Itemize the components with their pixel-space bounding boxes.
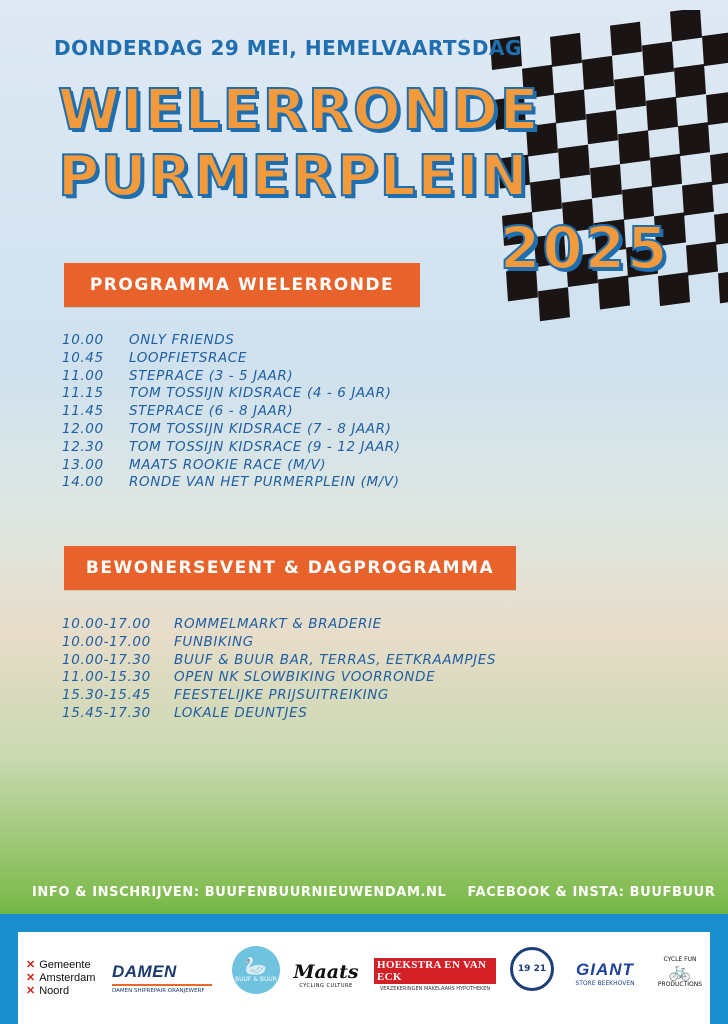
title-line-1: WIELERRONDE [58, 78, 541, 143]
maats-name: Maats [293, 961, 359, 983]
program-row [62, 634, 496, 652]
flag-square [674, 64, 706, 98]
flag-square [718, 269, 728, 303]
program-row [62, 457, 401, 475]
program-event: RONDE VAN HET PURMERPLEIN (M/V) [129, 474, 400, 491]
maats-logo [294, 955, 358, 995]
program-event: ONLY FRIENDS [129, 332, 235, 348]
buuf-name: BUUF & BUUR [235, 975, 277, 983]
program-event: BUUF & BUUR BAR, TERRAS, EETKRAAMPJES [174, 651, 497, 668]
program-event: LOOPFIETSRACE [129, 349, 247, 366]
flag-square [530, 179, 562, 213]
program-row [62, 403, 401, 421]
program-time: 13.00 [62, 456, 104, 473]
flag-square [702, 32, 728, 66]
maats-sub: CYCLING CULTURE [299, 983, 353, 989]
program-list-wielerronde [62, 332, 401, 492]
program-row [62, 385, 401, 403]
flag-square [710, 151, 728, 185]
program-row [62, 474, 401, 492]
program-row [62, 332, 401, 350]
program-time: 11.00 [62, 367, 104, 384]
flag-square [646, 97, 678, 131]
program-event: FUNBIKING [174, 633, 254, 650]
program-event: TOM TOSSIJN KIDSRACE (4 - 6 JAAR) [129, 385, 392, 402]
social-info[interactable]: FACEBOOK & INSTA: BUUFBUUR [467, 885, 716, 900]
flag-square [538, 287, 570, 321]
program-event: OPEN NK SLOWBIKING VOORRONDE [174, 669, 436, 686]
flag-square [614, 76, 646, 110]
flag-square [714, 211, 728, 245]
cross-icon: ✕ [26, 971, 36, 984]
flag-square [682, 182, 714, 216]
damen-name: DAMEN [112, 961, 177, 981]
giant-sub: STORE BEEKHOVEN [575, 979, 635, 987]
info-line [32, 885, 715, 900]
program-time: 10.45 [62, 349, 104, 366]
flag-square [610, 22, 642, 56]
program-time: 10.00 [62, 332, 104, 348]
flag-square [554, 90, 586, 124]
program-time: 15.30-15.45 [62, 687, 151, 704]
program-row [62, 705, 496, 723]
flag-square [550, 33, 582, 67]
gemeente-line-3: Noord [39, 984, 70, 997]
gemeente-line-1: Gemeente [39, 958, 91, 971]
giant-logo [566, 958, 644, 988]
flag-square [618, 130, 650, 164]
title-year: 2025 [500, 214, 670, 282]
program-time: 11.15 [62, 385, 104, 402]
hoekstra-sub: VERZEKERINGEN MAKELAARS HYPOTHEKEN [379, 986, 491, 992]
section-heading-dagprogramma: BEWONERSEVENT & DAGPROGRAMMA [64, 546, 516, 590]
wieler-badge-text: 19 21 [517, 964, 547, 974]
section-heading-wielerronde: PROGRAMMA WIELERRONDE [64, 263, 420, 307]
program-row [62, 439, 401, 457]
title-line-2: PURMERPLEIN [58, 144, 530, 209]
swan-icon: 🦢 [244, 955, 268, 977]
flag-square [590, 164, 622, 198]
flag-square [678, 122, 710, 156]
program-event: FEESTELIJKE PRIJSUITREIKING [174, 687, 389, 704]
wielervereniging-badge [510, 947, 554, 991]
cycle-name: CYCLE FUN [663, 956, 697, 963]
hoekstra-logo [374, 960, 496, 990]
program-row [62, 687, 496, 705]
program-event: ROMMELMARKT & BRADERIE [174, 616, 382, 632]
program-time: 10.00-17.30 [62, 651, 151, 668]
buuf-buur-logo [232, 946, 280, 994]
program-event: TOM TOSSIJN KIDSRACE (7 - 8 JAAR) [129, 420, 392, 437]
program-event: LOKALE DEUNTJES [174, 704, 308, 721]
program-time: 14.00 [62, 474, 104, 491]
program-time: 11.45 [62, 403, 104, 420]
cycle-fun-logo [652, 944, 708, 1000]
flag-square [650, 154, 682, 188]
program-time: 10.00-17.00 [62, 633, 151, 650]
flag-square [558, 145, 590, 179]
program-time: 12.00 [62, 420, 104, 437]
giant-name: GIANT [576, 959, 634, 979]
program-event: MAATS ROOKIE RACE (M/V) [129, 456, 327, 473]
cross-icon: ✕ [26, 958, 36, 971]
flag-square [706, 91, 728, 125]
damen-sub: DAMEN SHIPREPAIR ORANJEWERF [112, 987, 205, 994]
cross-icon: ✕ [26, 984, 36, 997]
flag-square [670, 10, 702, 42]
event-date: DONDERDAG 29 MEI, HEMELVAARTSDAG [54, 36, 522, 60]
program-list-dagprogramma [62, 616, 496, 723]
gemeente-line-2: Amsterdam [39, 971, 96, 984]
program-row [62, 350, 401, 368]
flag-square [582, 56, 614, 90]
gemeente-amsterdam-logo [26, 950, 106, 1006]
program-row [62, 616, 496, 634]
program-event: TOM TOSSIJN KIDSRACE (9 - 12 JAAR) [129, 438, 401, 455]
program-row [62, 669, 496, 687]
program-row [62, 421, 401, 439]
flag-square [642, 41, 674, 75]
program-time: 11.00-15.30 [62, 669, 151, 686]
program-event: STEPRACE (3 - 5 JAAR) [129, 367, 294, 384]
program-row [62, 652, 496, 670]
program-row [62, 368, 401, 386]
flag-square [586, 110, 618, 144]
damen-logo [112, 955, 216, 1000]
program-time: 15.45-17.30 [62, 704, 151, 721]
program-event: STEPRACE (6 - 8 JAAR) [129, 403, 294, 420]
flag-square [686, 242, 718, 276]
signup-info[interactable]: INFO & INSCHRIJVEN: BUUFENBUURNIEUWENDAM.NL [32, 885, 447, 900]
hoekstra-name: HOEKSTRA EN VAN ECK [374, 958, 496, 984]
program-time: 12.30 [62, 438, 104, 455]
program-time: 10.00-17.00 [62, 616, 151, 632]
damen-underline [112, 984, 212, 986]
cycle-sub: PRODUCTIONS [657, 981, 703, 988]
bicycle-icon: 🚲 [668, 961, 692, 982]
